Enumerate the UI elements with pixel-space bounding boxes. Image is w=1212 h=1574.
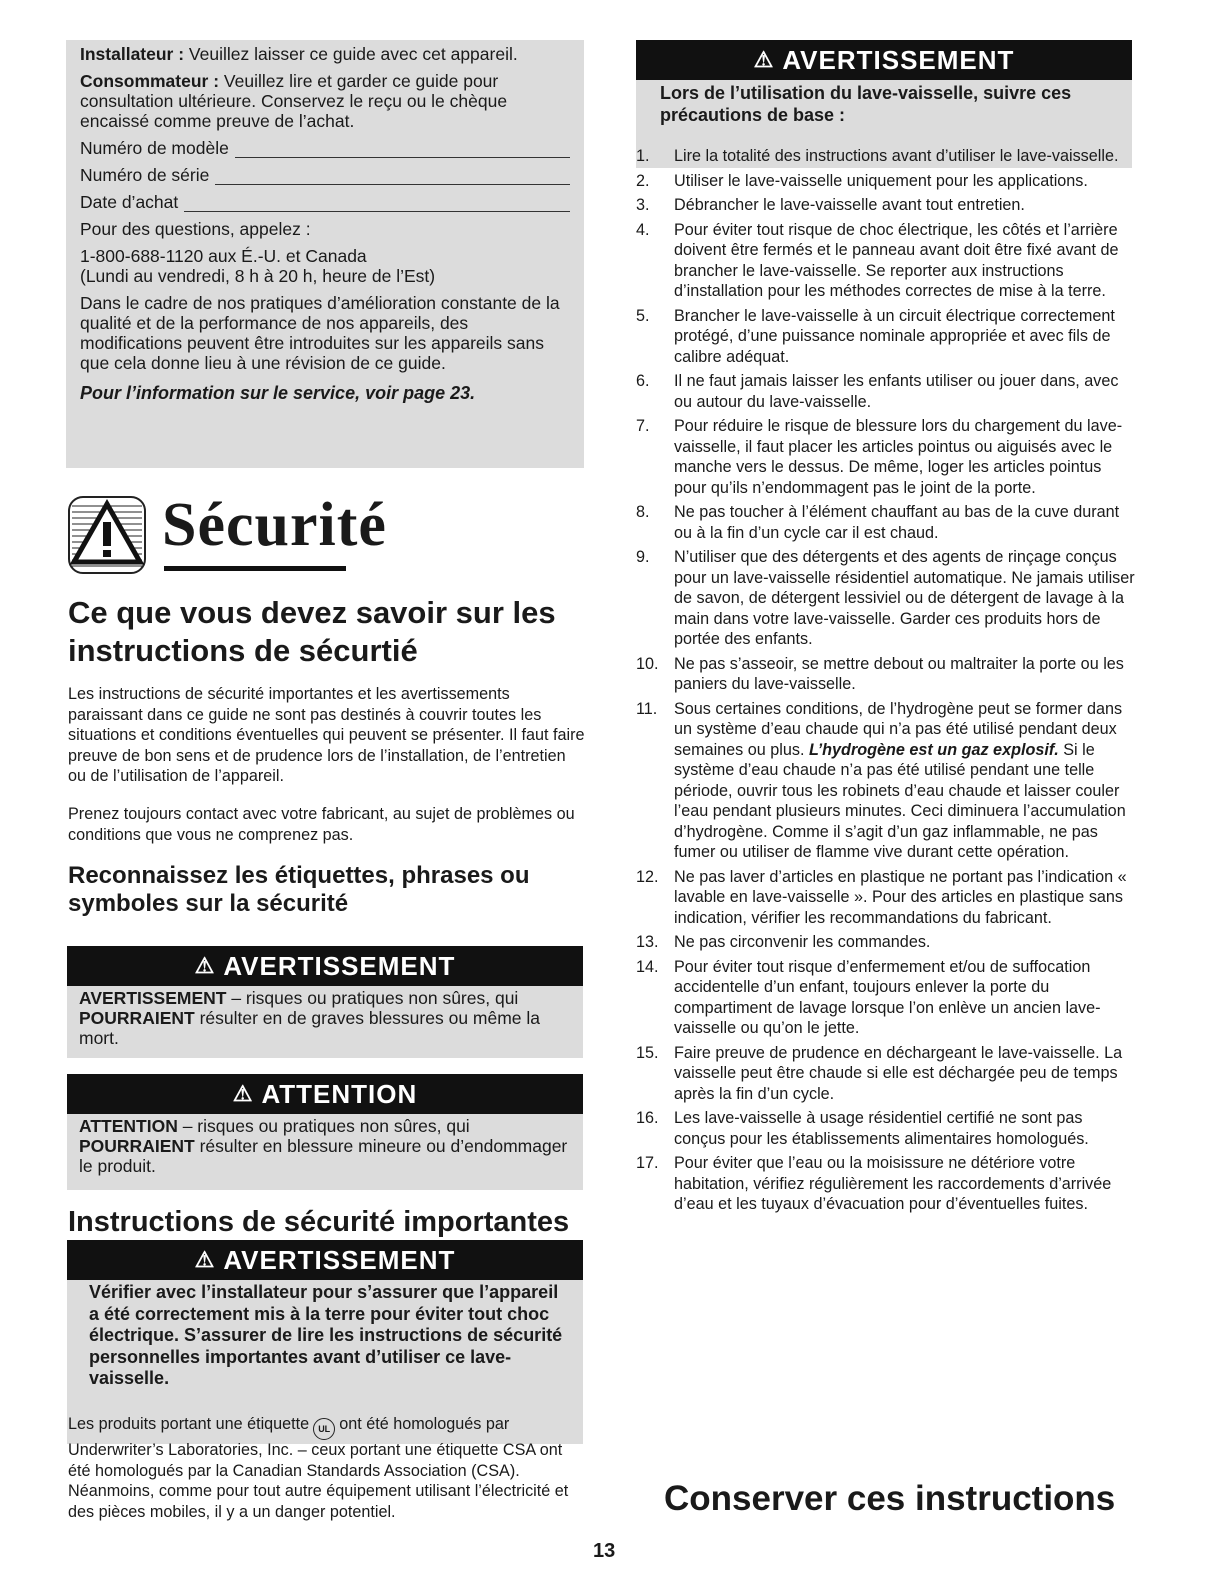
list-item-text: Pour éviter tout risque d’enfermement et/ou de suffocation accidentelle d’un enfant, toujours enlever la porte du compartiment de lavage lorsque l’on enlève un ancien lave-vaisselle ou qu’on le jette. — [674, 957, 1101, 1037]
list-item-number: 5. — [636, 306, 650, 325]
list-item-number: 4. — [636, 220, 650, 239]
list-item — [636, 1153, 1136, 1215]
list-item-text: Sous certaines conditions, de l’hydrogène peut se former dans un système d’eau chaude qui n’a pas été utilisé pendant deux semaines ou plus. L’hydrogène est un gaz explosif. Si le système d’eau chaude n’a pas été utilisé pendant une telle période, ouvrir tous les robinets d’eau chaude et laisser couler l’eau pendant plusieurs minutes. Ceci diminuera l’accumulation d’hydrogène. Comme il s’agit d’un gaz inflammable, ne pas fumer ou utiliser de flamme vive durant cette opération. — [674, 699, 1126, 861]
improvement-note: Dans le cadre de nos pratiques d’amélioration constante de la qualité et de la performance de nos appareils, des modifications peuvent être introduites sur les appareils sans que cela donne lieu à une révision de ce guide. — [80, 293, 560, 373]
list-item — [636, 371, 1136, 412]
list-item-number: 14. — [636, 957, 659, 976]
warning-box — [67, 946, 583, 1058]
list-item-number: 6. — [636, 372, 650, 390]
list-item-number: 3. — [636, 196, 650, 214]
list-item-text: Lire la totalité des instructions avant d’utiliser le lave-vaisselle. — [674, 147, 1119, 165]
important-instructions-heading: Instructions de sécurité importantes — [68, 1206, 570, 1238]
list-item-text: Ne pas circonvenir les commandes. — [674, 933, 931, 951]
list-item — [636, 547, 1136, 650]
warning-text: AVERTISSEMENT – risques ou pratiques non sûres, qui POURRAIENT résulter en de graves blessures ou même la mort. — [67, 986, 583, 1058]
list-item-number: 15. — [636, 1043, 659, 1062]
alert-triangle-icon: ⚠ — [753, 47, 775, 72]
contact-paragraph: Prenez toujours contact avec votre fabricant, au sujet de problèmes ou conditions que vous ne comprenez pas. — [68, 805, 575, 844]
save-instructions-heading: Conserver ces instructions — [664, 1479, 1116, 1518]
list-item-text: Utiliser le lave-vaisselle uniquement pour les applications. — [674, 171, 1088, 190]
list-item-text: Ne pas toucher à l’élément chauffant au bas de la cuve durant ou à la fin d’un cycle car il est chaud. — [674, 503, 1120, 542]
list-item-number: 9. — [636, 548, 650, 566]
warning-header: ⚠ AVERTISSEMENT — [636, 40, 1132, 80]
list-item-text: Les lave-vaisselle à usage résidentiel certifié ne sont pas conçus pour les établissements alimentaires homologués. — [674, 1109, 1089, 1148]
list-item-text: N’utiliser que des détergents et des agents de rinçage conçus pour un lave-vaisselle résidentiel automatique. Ne jamais utiliser de savon, de détergent lessiviel ou de détergent de lavage à la main dans votre lave-vaisselle. Garder ces produits hors de portée des enfants. — [674, 548, 1135, 648]
call-hours: (Lundi au vendredi, 8 h à 20 h, heure de l’Est) — [80, 266, 436, 286]
attention-header: ⚠ ATTENTION — [67, 1074, 583, 1114]
warning-header: ⚠ AVERTISSEMENT — [67, 946, 583, 986]
list-item — [636, 171, 1136, 192]
list-item-number: 13. — [636, 933, 659, 951]
serial-number-field: Numéro de série — [80, 165, 570, 185]
attention-text: ATTENTION – risques ou pratiques non sûres, qui POURRAIENT résulter en blessure mineure ou d’endommager le produit. — [67, 1114, 583, 1190]
list-item — [636, 1108, 1136, 1149]
list-item-number: 16. — [636, 1109, 659, 1127]
list-item-number: 8. — [636, 503, 650, 521]
list-item-number: 1. — [636, 147, 650, 165]
section-title: Sécurité — [162, 491, 387, 559]
list-item — [636, 416, 1136, 498]
list-item-number: 10. — [636, 654, 659, 673]
list-item-text: Ne pas laver d’articles en plastique ne portant pas l’indication « lavable en lave-vaisselle ». Pour des articles en plastique sans indication, vérifier les recommandations du fabricant. — [674, 867, 1127, 927]
alert-triangle-icon: ⚠ — [232, 1081, 254, 1106]
list-item-text: Pour réduire le risque de blessure lors du chargement du lave-vaisselle, il faut placer les articles pointus ou aiguisés avec le manche vers le dessus. De même, loger les articles pointus pour qu’ils n’endommagent pas le joint de la porte. — [674, 417, 1123, 497]
warning-header: ⚠ AVERTISSEMENT — [67, 1240, 583, 1280]
alert-triangle-icon: ⚠ — [194, 1247, 216, 1272]
owner-info-box — [66, 40, 584, 468]
list-item-number: 7. — [636, 417, 650, 435]
list-item — [636, 306, 1136, 368]
installer-note: Installateur : Veuillez laisser ce guide avec cet appareil. — [80, 44, 518, 64]
list-item — [636, 932, 1136, 953]
list-item — [636, 220, 1136, 302]
list-item-number: 12. — [636, 867, 659, 886]
list-item-number: 17. — [636, 1154, 659, 1172]
service-note: Pour l’information sur le service, voir page 23. — [80, 383, 476, 403]
alert-triangle-icon: ⚠ — [194, 953, 216, 978]
safety-warning-icon — [68, 496, 146, 574]
precautions-list — [636, 146, 1136, 1219]
list-item — [636, 654, 1136, 695]
model-number-field: Numéro de modèle — [80, 138, 570, 158]
list-item — [636, 146, 1136, 167]
list-item-text: Débrancher le lave-vaisselle avant tout entretien. — [674, 196, 1025, 214]
list-item-text: Faire preuve de prudence en déchargeant le lave-vaisselle. La vaisselle peut être chaude si elle est déchargée peu de temps après la fin d’un cycle. — [674, 1043, 1123, 1103]
list-item-number: 11. — [636, 699, 658, 718]
list-item — [636, 957, 1136, 1039]
ground-warning-text: Vérifier avec l’installateur pour s’assurer que l’appareil a été correctement mis à la terre pour éviter tout choc électrique. S’assurer de lire les instructions de sécurité personnelles importantes avant d’utiliser ce lave-vaisselle. — [67, 1280, 583, 1444]
ul-logo-icon: UL — [313, 1418, 335, 1440]
main-heading: Ce que vous devez savoir sur les instructions de sécurtié — [68, 595, 556, 668]
ul-paragraph: Les produits portant une étiquette UL ont été homologués par Underwriter’s Laboratories, Inc. – ceux portant une étiquette CSA ont été homologués par la Canadian Standards Association (CSA). Néanmoins, comme pour tout autre équipement utilisant l’électricité et des pièces mobiles, il y a un danger potentiel. — [68, 1415, 569, 1521]
precautions-subtitle: Lors de l’utilisation du lave-vaisselle, suivre ces précautions de base : — [636, 80, 1132, 168]
intro-paragraph: Les instructions de sécurité importantes et les avertissements paraissant dans ce guide ne sont pas destinés à couvrir toutes les situations et conditions éventuelles qui peuvent se présenter. Il faut faire preuve de bon sens et de prudence lors de l’installation, de l’entretien ou de l’utilisation de l’appareil. — [68, 685, 585, 785]
attention-box — [67, 1074, 583, 1190]
phone-number: 1-800-688-1120 aux É.-U. et Canada — [80, 246, 367, 266]
list-item-number: 2. — [636, 171, 650, 190]
list-item — [636, 867, 1136, 929]
list-item-text: Ne pas s’asseoir, se mettre debout ou maltraiter la porte ou les paniers du lave-vaisselle. — [674, 654, 1124, 693]
purchase-date-field: Date d’achat — [80, 192, 570, 212]
list-item-text: Brancher le lave-vaisselle à un circuit électrique correctement protégé, d’une puissance nominale appropriée et avec fils de calibre adéquat. — [674, 306, 1115, 366]
recognize-heading: Reconnaissez les étiquettes, phrases ou symboles sur la sécurité — [68, 862, 530, 917]
list-item — [636, 502, 1136, 543]
list-item — [636, 699, 1136, 863]
consumer-note: Consommateur : Veuillez lire et garder ce guide pour consultation ultérieure. Conservez le reçu ou le chèque encaissé comme preuve de l’achat. — [80, 71, 508, 131]
list-item-text: Pour éviter tout risque de choc électrique, les côtés et l’arrière doivent être fermés et le panneau avant doit être fixé avant de brancher le lave-vaisselle. Se reporter aux instructions d’installation pour les méthodes correctes de mise à la terre. — [674, 220, 1119, 300]
list-item-text: Il ne faut jamais laisser les enfants utiliser ou jouer dans, avec ou autour du lave-vaisselle. — [674, 372, 1119, 411]
page-number: 13 — [593, 1540, 616, 1562]
questions-label: Pour des questions, appelez : — [80, 219, 311, 239]
list-item-text: Pour éviter que l’eau ou la moisissure ne détériore votre habitation, vérifiez régulièrement les raccordements d’arrivée d’eau et les tuyaux d’évacuation pour d’éventuelles fuites. — [674, 1154, 1112, 1213]
title-rule — [164, 566, 346, 571]
list-item — [636, 195, 1136, 216]
list-item — [636, 1043, 1136, 1105]
